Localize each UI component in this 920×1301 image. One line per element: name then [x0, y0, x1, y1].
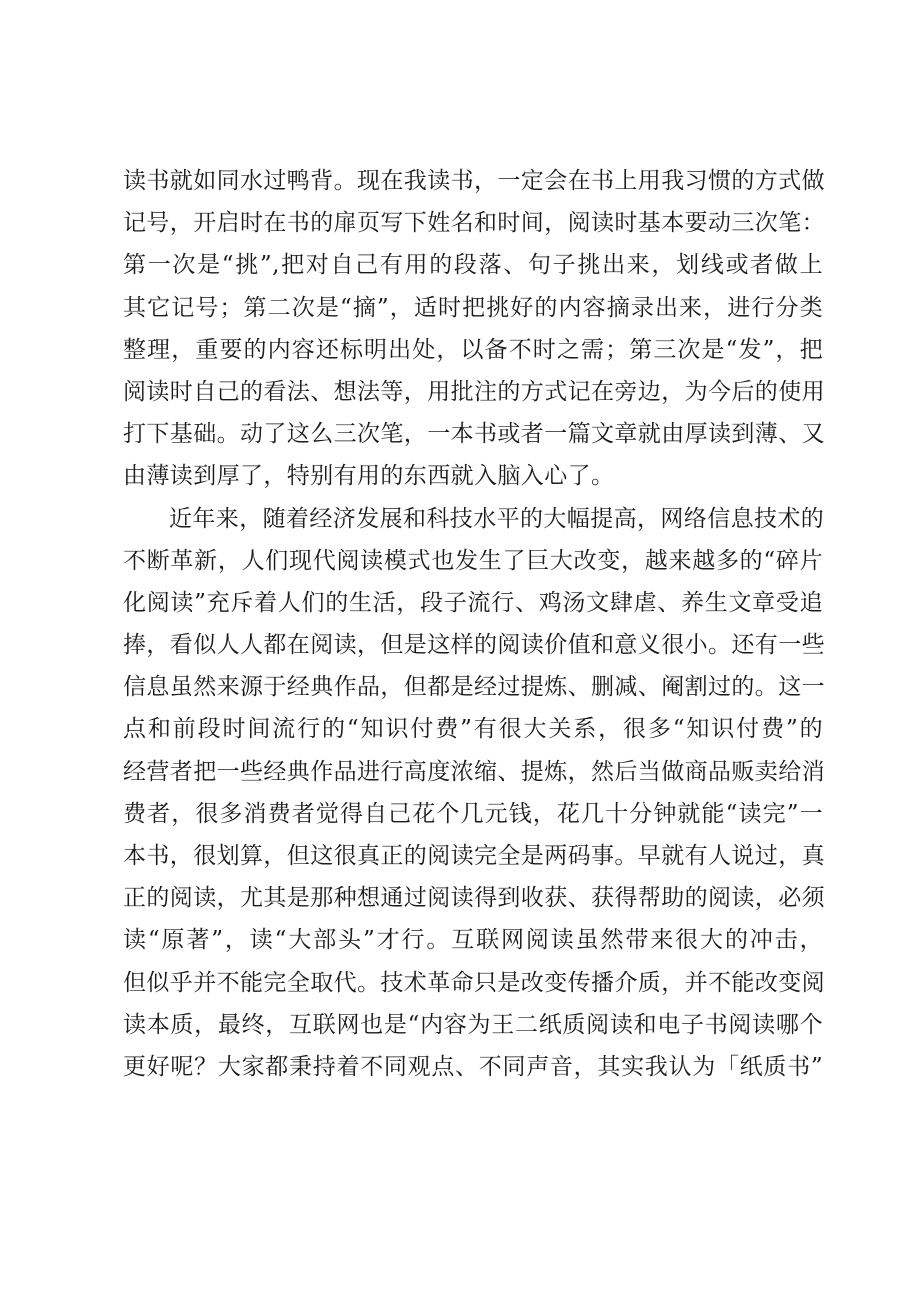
text-line: 信息虽然来源于经典作品，但都是经过提炼、删减、阉割过的。这一 — [123, 674, 825, 701]
text-line: 点和前段时间流行的“知识付费”有很大关系，很多“知识付费”的 — [123, 716, 823, 743]
text-line: 读本质，最终，互联网也是“内容为王二纸质阅读和电子书阅读哪个 — [123, 1011, 823, 1038]
text-line: 捧，看似人人都在阅读，但是这样的阅读价值和意义很小。还有一些 — [123, 632, 825, 659]
text-line: 近年来，随着经济发展和科技水平的大幅提高，网络信息技术的 — [169, 505, 825, 532]
text-line: 经营者把一些经典作品进行高度浓缩、提炼，然后当做商品贩卖给消 — [123, 758, 825, 785]
body-text — [123, 160, 823, 1088]
paragraph-reading-notes — [123, 160, 823, 498]
text-line: 由薄读到厚了，特别有用的东西就入脑入心了。 — [123, 463, 615, 490]
text-line: 费者，很多消费者觉得自己花个几元钱，花几十分钟就能“读完”一 — [123, 800, 823, 827]
text-line: 记号，开启时在书的扉页写下姓名和时间，阅读时基本要动三次笔： — [123, 210, 825, 237]
text-line: 本书，很划算，但这很真正的阅读完全是两码事。早就有人说过，真 — [123, 843, 825, 869]
text-line: 阅读时自己的看法、想法等，用批注的方式记在旁边，为今后的使用 — [123, 378, 825, 405]
text-line: 读“原著”，读“大部头”才行。互联网阅读虽然带来很大的冲击， — [123, 927, 823, 954]
paragraph-fragmented-reading — [123, 498, 823, 1089]
text-line: 正的阅读，尤其是那种想通过阅读得到收获、获得帮助的阅读，必须 — [123, 885, 825, 912]
text-line: 其它记号；第二次是“摘”，适时把挑好的内容摘录出来，进行分类 — [123, 294, 823, 321]
text-line: 但似乎并不能完全取代。技术革命只是改变传播介质，并不能改变阅 — [123, 969, 825, 996]
text-line: 第一次是“挑”,把对自己有用的段落、句子挑出来，划线或者做上 — [123, 252, 823, 279]
text-line: 读书就如同水过鸭背。现在我读书，一定会在书上用我习惯的方式做 — [123, 168, 825, 194]
text-line: 更好呢？大家都秉持着不同观点、不同声音，其实我认为「纸质书” — [123, 1053, 823, 1080]
text-line: 整理，重要的内容还标明出处，以备不时之需；第三次是“发”，把 — [123, 336, 823, 363]
text-line: 不断革新，人们现代阅读模式也发生了巨大改变，越来越多的“碎片 — [123, 547, 823, 574]
text-line: 打下基础。动了这么三次笔，一本书或者一篇文章就由厚读到薄、又 — [123, 421, 825, 448]
text-line: 化阅读”充斥着人们的生活，段子流行、鸡汤文肆虐、养生文章受追 — [123, 589, 823, 616]
